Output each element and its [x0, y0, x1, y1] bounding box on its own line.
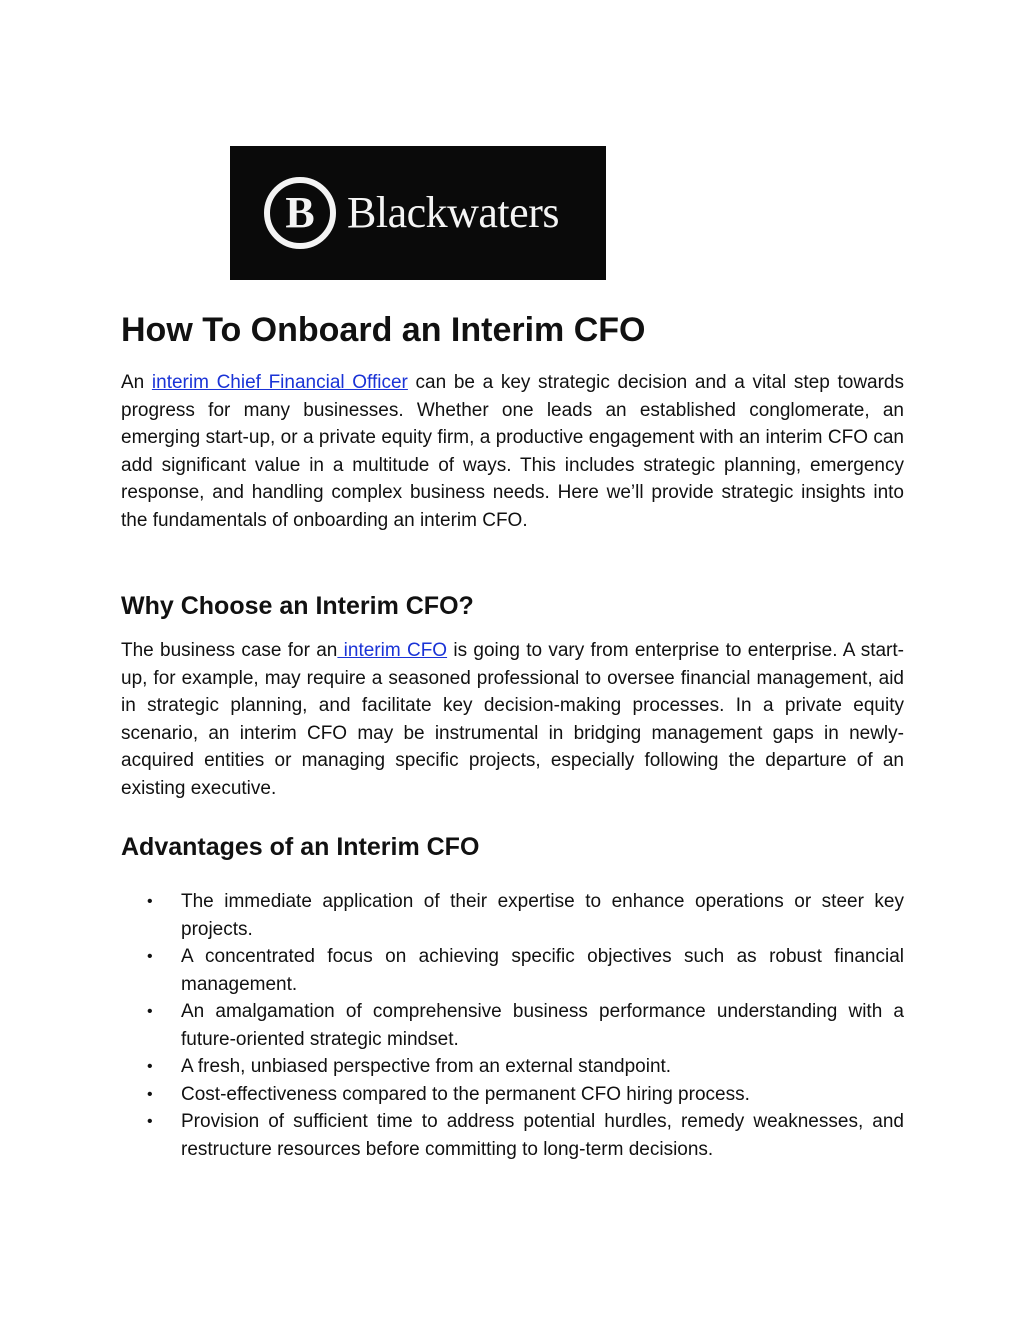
page-title: How To Onboard an Interim CFO	[121, 311, 646, 349]
bullet-icon: •	[147, 1085, 153, 1103]
bullet-icon: •	[147, 1003, 153, 1020]
interim-cfo-link[interactable]: interim Chief Financial Officer	[151, 372, 408, 393]
interim-cfo-inline-link[interactable]: interim CFO	[337, 640, 448, 661]
bullet-icon: •	[147, 1058, 153, 1075]
list-item	[121, 1081, 904, 1109]
section-heading-why-choose: Why Choose an Interim CFO?	[121, 592, 474, 620]
list-item	[121, 943, 904, 998]
list-item	[121, 1053, 904, 1081]
logo-wordmark: Blackwaters	[347, 188, 559, 237]
bullet-icon: •	[147, 948, 153, 965]
section-heading-advantages: Advantages of an Interim CFO	[121, 833, 480, 861]
why-choose-lead-text: The business case for an	[121, 640, 338, 661]
list-item	[121, 888, 904, 943]
why-choose-rest-text: is going to vary from enterprise to enterprise. A start-up, for example, may require a seasoned professional to oversee financial management, aid in strategic planning, and facilitate key decision-making processes. In a private equity scenario, an interim CFO may be instrumental in bridging management gaps in newly-acquired entities or managing specific projects, especially following the departure of an existing executive.	[121, 640, 904, 799]
blackwaters-b-emblem-icon	[263, 176, 337, 250]
intro-lead-text: An	[121, 372, 152, 393]
intro-rest-text: can be a key strategic decision and a vital step towards progress for many businesses. Whether one leads an established conglomerate, an emerging start-up, or a private equity firm, a productive engagement with an interim CFO can add significant value in a multitude of ways. This includes strategic planning, emergency response, and handling complex business needs. Here we’ll provide strategic insights into the fundamentals of onboarding an interim CFO.	[121, 372, 904, 531]
advantages-list	[121, 888, 904, 1163]
list-item-text: An amalgamation of comprehensive business performance understanding with a future-oriented strategic mindset.	[181, 1001, 904, 1050]
list-item-text: The immediate application of their expertise to enhance operations or steer key projects.	[181, 891, 904, 940]
list-item-text: Cost-effectiveness compared to the permanent CFO hiring process.	[181, 1083, 750, 1105]
list-item	[121, 998, 904, 1053]
why-choose-paragraph	[121, 637, 904, 802]
logo-letter: B	[285, 188, 315, 237]
list-item-text: Provision of sufficient time to address potential hurdles, remedy weaknesses, and restructure resources before committing to long-term decisions.	[181, 1111, 904, 1160]
list-item-text: A concentrated focus on achieving specific objectives such as robust financial management.	[181, 946, 904, 995]
bullet-icon: •	[147, 1113, 153, 1130]
list-item-text: A fresh, unbiased perspective from an external standpoint.	[181, 1056, 672, 1077]
intro-paragraph	[121, 369, 904, 534]
blackwaters-logo	[230, 146, 606, 280]
bullet-icon: •	[147, 893, 153, 910]
list-item	[121, 1108, 904, 1163]
